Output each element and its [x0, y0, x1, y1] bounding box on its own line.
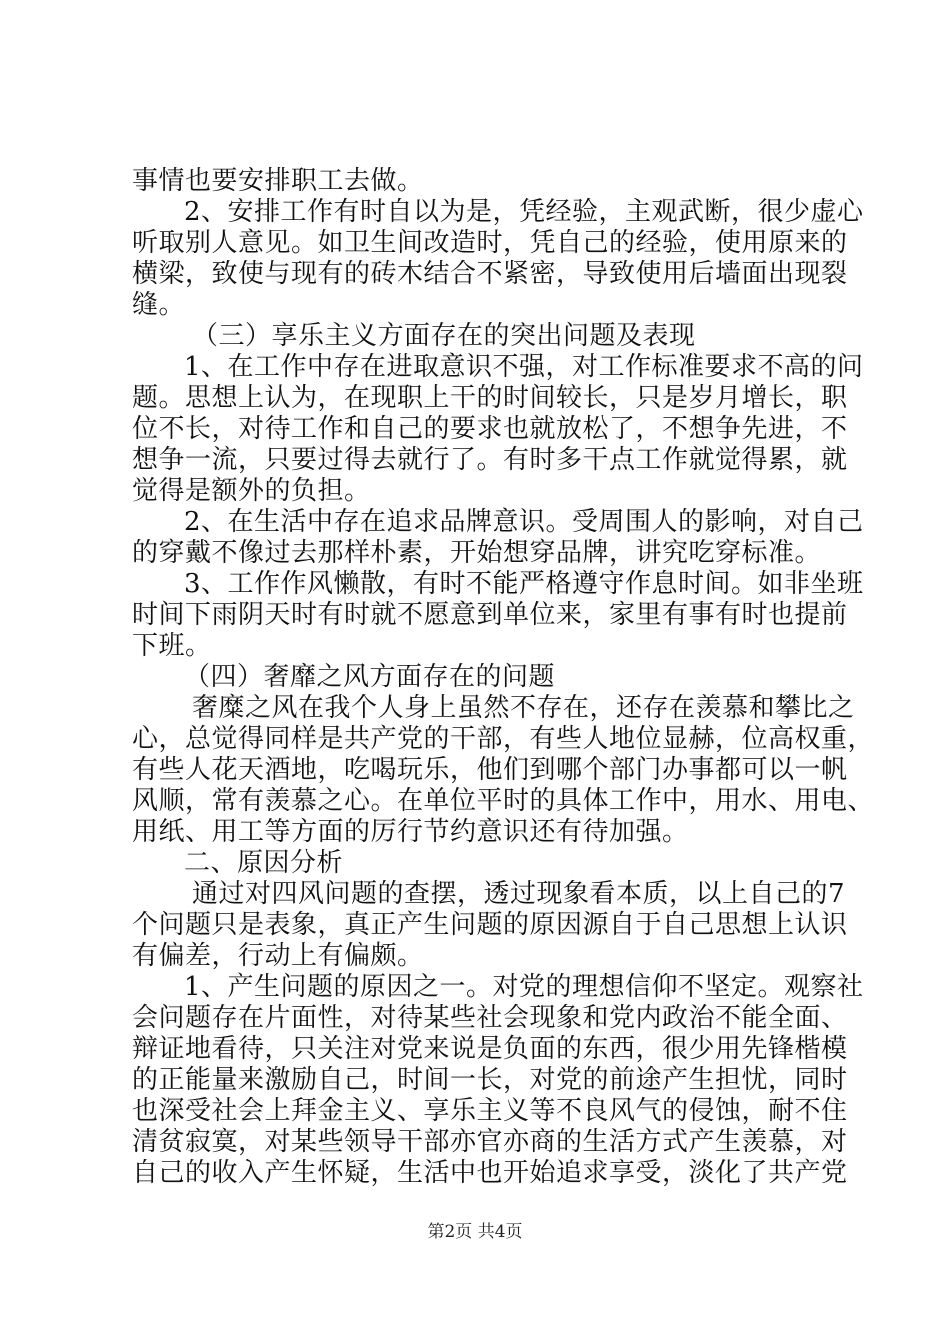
text-line: 的正能量来激励自己，时间一长，对党的前途产生担忧，同时: [132, 1065, 848, 1095]
paragraph-first-line: 2、在生活中存在追求品牌意识。受周围人的影响，对自己: [184, 507, 864, 537]
text-line: 题。思想上认为，在现职上干的时间较长，只是岁月增长，职: [132, 383, 848, 413]
text-line: 事情也要安排职工去做。: [132, 166, 424, 196]
text-line: 风顺，常有羡慕之心。在单位平时的具体工作中，用水、用电、: [132, 786, 875, 816]
text-line: 辩证地看待，只关注对党来说是负面的东西，很少用先锋楷模: [132, 1034, 848, 1064]
text-line: 的穿戴不像过去那样朴素，开始想穿品牌，讲究吃穿标准。: [132, 538, 822, 568]
text-line: 也深受社会上拜金主义、享乐主义等不良风气的侵蚀，耐不住: [132, 1096, 848, 1126]
paragraph-first-line: 1、产生问题的原因之一。对党的理想信仰不坚定。观察社: [184, 972, 864, 1002]
text-line: 听取别人意见。如卫生间改造时，凭自己的经验，使用原来的: [132, 228, 848, 258]
text-line: 横梁，致使与现有的砖木结合不紧密，导致使用后墙面出现裂: [132, 259, 848, 289]
document-body: [132, 166, 875, 1189]
text-line: 位不长，对待工作和自己的要求也就放松了，不想争先进，不: [132, 414, 848, 444]
page-number-footer: 第2页 共4页: [427, 1222, 523, 1242]
paragraph-first-line: 奢糜之风在我个人身上虽然不存在，还存在羡慕和攀比之: [192, 693, 855, 723]
text-line: 有偏差，行动上有偏颇。: [132, 941, 424, 971]
text-line: 时间下雨阴天时有时就不愿意到单位来，家里有事有时也提前: [132, 600, 848, 630]
text-line: 用纸、用工等方面的厉行节约意识还有待加强。: [132, 817, 689, 847]
text-line: 清贫寂寞，对某些领导干部亦官亦商的生活方式产生羡慕，对: [132, 1127, 848, 1157]
text-line: 个问题只是表象，真正产生问题的原因源自于自己思想上认识: [132, 910, 848, 940]
text-line: 觉得是额外的负担。: [132, 476, 371, 506]
text-line: 有些人花天酒地，吃喝玩乐，他们到哪个部门办事都可以一帆: [132, 755, 848, 785]
paragraph-first-line: 1、在工作中存在进取意识不强，对工作标准要求不高的问: [184, 352, 864, 382]
text-line: 缝。: [132, 290, 186, 320]
section-heading: （三）享乐主义方面存在的突出问题及表现: [192, 321, 696, 351]
paragraph-first-line: 通过对四风问题的查摆，透过现象看本质，以上自己的7: [192, 879, 846, 909]
section-heading: 二、原因分析: [184, 848, 344, 878]
text-line: 心，总觉得同样是共产党的干部，有些人地位显赫，位高权重，: [132, 724, 875, 754]
text-line: 会问题存在片面性，对待某些社会现象和党内政治不能全面、: [132, 1003, 848, 1033]
text-line: 下班。: [132, 631, 212, 661]
text-line: 想争一流，只要过得去就行了。有时多干点工作就觉得累，就: [132, 445, 848, 475]
text-line: 自己的收入产生怀疑，生活中也开始追求享受，淡化了共产党: [132, 1158, 848, 1188]
paragraph-first-line: 2、安排工作有时自以为是，凭经验，主观武断，很少虚心: [184, 197, 864, 227]
section-heading: （四）奢靡之风方面存在的问题: [184, 662, 556, 692]
paragraph-first-line: 3、工作作风懒散，有时不能严格遵守作息时间。如非坐班: [184, 569, 864, 599]
